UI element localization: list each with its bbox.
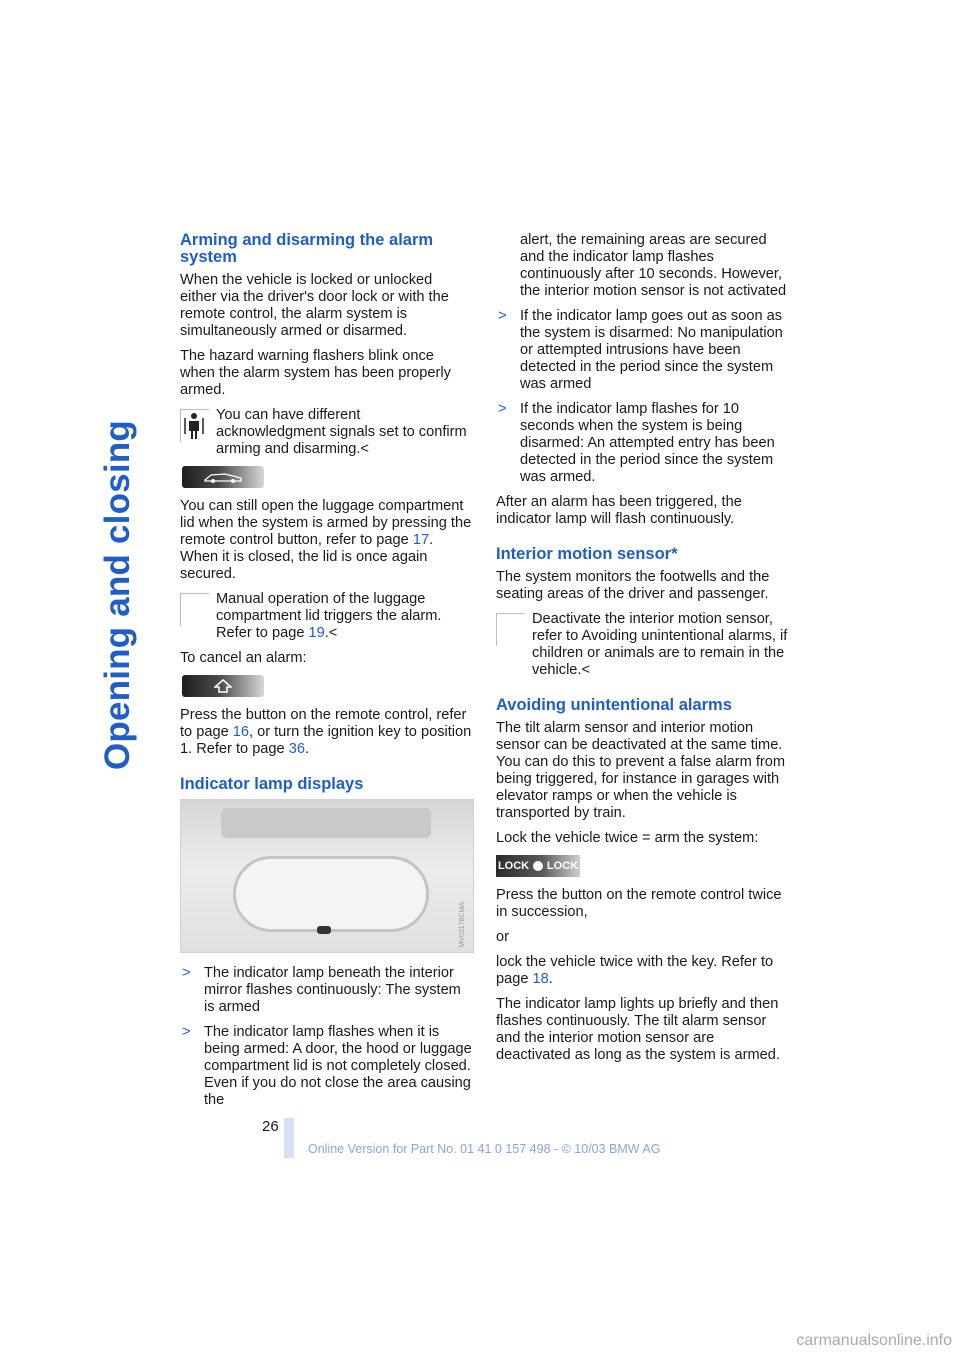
page-link[interactable]: 17	[412, 532, 430, 548]
warning-note-icon	[496, 613, 525, 646]
note-block	[180, 407, 472, 458]
car-trunk-button-icon	[182, 466, 264, 488]
image-code: MV03178CMA	[459, 902, 466, 948]
paragraph: The system monitors the footwells and the seating areas of the driver and passenger.	[496, 569, 770, 602]
paragraph: You can still open the luggage compartment lid when the system is armed by pressing the remote control button, refer to page 17. When it is closed, the lid is once again secured.	[180, 498, 472, 582]
bullet-marker: >	[182, 965, 191, 981]
page-link[interactable]: 16	[232, 724, 249, 740]
list-item: > The indicator lamp flashes when it is being armed: A door, the hood or luggage compartment lid is not completely closed. Even if you do not close the area causing the	[182, 1024, 472, 1108]
page-link[interactable]: 19	[308, 625, 325, 641]
note-block: Deactivate the interior motion sensor, refer to Avoiding unintentional alarms, if children or animals are to remain in the vehicle.<	[496, 611, 788, 679]
paragraph: lock the vehicle twice with the key. Refer to page 18.	[496, 954, 774, 987]
paragraph-continued: alert, the remaining areas are secured and the indicator lamp flashes continuously after 10 seconds. However, the interior motion sensor is not activated	[520, 232, 787, 299]
left-column	[180, 232, 472, 1117]
end-marker: <	[360, 441, 369, 457]
note-text: You can have different acknowledgment signals set to confirm arming and disarming.	[216, 407, 467, 457]
heading-arming: Arming and disarming the alarm system	[180, 231, 434, 266]
heading-avoiding-alarms: Avoiding unintentional alarms	[496, 696, 732, 714]
chapter-side-title: Opening and closing	[98, 420, 137, 770]
paragraph: After an alarm has been triggered, the indicator lamp will flash continuously.	[496, 494, 742, 527]
paragraph: The indicator lamp lights up briefly and then flashes continuously. The tilt alarm sensor and the interior motion sensor are deactivated as long as the system is armed.	[496, 996, 780, 1063]
heading-indicator: Indicator lamp displays	[180, 775, 364, 793]
paragraph: or	[496, 929, 509, 945]
paragraph: Press the button on the remote control twice in succession,	[496, 887, 782, 920]
paragraph: When the vehicle is locked or unlocked either via the driver's door lock or with the remote control, the alarm system is simultaneously armed or disarmed.	[180, 272, 449, 339]
heading-motion-sensor: Interior motion sensor*	[496, 545, 678, 563]
paragraph: Press the button on the remote control, refer to page 16, or turn the ignition key to position 1. Refer to page 36.	[180, 707, 472, 757]
paragraph: Lock the vehicle twice = arm the system:	[496, 830, 759, 846]
warning-note-icon	[180, 593, 209, 626]
list-item: > The indicator lamp beneath the interior mirror flashes continuously: The system is armed	[182, 965, 461, 1015]
note-block: Manual operation of the luggage compartment lid triggers the alarm. Refer to page 19.<	[180, 591, 472, 642]
footer-text: Online Version for Part No. 01 41 0 157 498 - © 10/03 BMW AG	[308, 1142, 661, 1156]
paragraph: The hazard warning flashers blink once when the alarm system has been properly armed.	[180, 348, 451, 398]
page-link[interactable]: 18	[532, 971, 549, 987]
panic-button-icon	[182, 675, 264, 697]
right-column	[496, 232, 788, 1072]
bullet-marker: >	[182, 1024, 191, 1040]
person-note-icon	[180, 409, 209, 442]
interior-mirror-photo	[180, 799, 474, 953]
paragraph: To cancel an alarm:	[180, 650, 307, 666]
page-link[interactable]: 36	[288, 741, 305, 757]
bullet-marker: >	[498, 308, 507, 324]
list-item: > If the indicator lamp goes out as soon as the system is disarmed: No manipulation or attempted intrusions have been detected in the period since the system was armed	[498, 308, 783, 392]
bullet-marker: >	[498, 401, 507, 417]
end-marker: <	[328, 625, 338, 641]
lock-button-icon: LOCK LOCK	[496, 855, 580, 877]
indicator-lamp	[317, 926, 331, 934]
paragraph: The tilt alarm sensor and interior motion sensor can be deactivated at the same time. You can do this to prevent a false alarm from being triggered, for instance in garages with elevator ramps or when the vehicle is transported by train.	[496, 720, 786, 821]
list-item: > If the indicator lamp flashes for 10 seconds when the system is being disarmed: An attempted entry has been detected in the period since the system was armed.	[498, 401, 775, 485]
end-marker: <	[581, 662, 591, 678]
footer-bar	[284, 1118, 294, 1158]
page-number: 26	[262, 1118, 279, 1135]
watermark: carmanualsonline.info	[796, 1332, 952, 1349]
